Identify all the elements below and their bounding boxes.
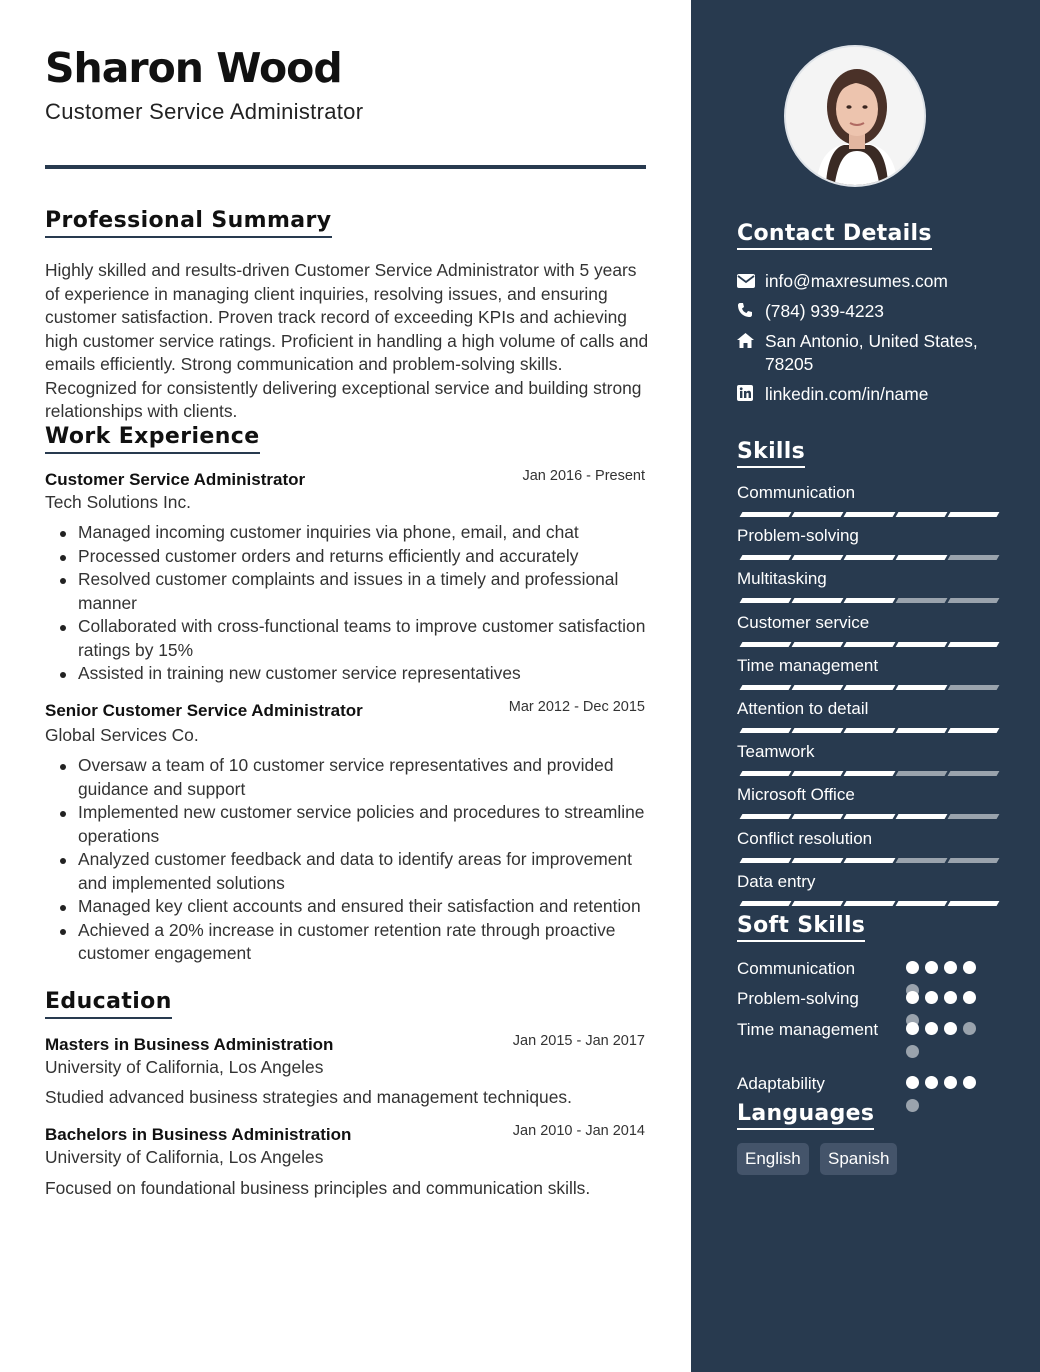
degree-description: Focused on foundational business principles and communication skills. [45, 1178, 591, 1198]
skill-level-segment [948, 685, 1000, 690]
list-item: Analyzed customer feedback and data to identify areas for improvement and implemented solutions [78, 848, 653, 895]
soft-skill-dot [944, 961, 957, 974]
skill-level-segment [948, 771, 1000, 776]
skill-level-bar [737, 598, 997, 603]
language-chip: Spanish [820, 1143, 897, 1175]
skill-level-bar [737, 685, 997, 690]
skill-label: Time management [737, 656, 879, 675]
email-text: info@maxresumes.com [765, 271, 948, 291]
contact-address [737, 330, 997, 376]
soft-skill-dot [906, 961, 919, 974]
skill-level-segment [740, 901, 792, 906]
skill-level-segment [740, 728, 792, 733]
skill-level-segment [740, 512, 792, 517]
job-org: Tech Solutions Inc. [45, 492, 191, 512]
skill-level-segment [844, 901, 896, 906]
skill-level-bar [737, 814, 997, 819]
job-org: Global Services Co. [45, 725, 199, 745]
degree-title: Bachelors in Business Administration [45, 1125, 352, 1144]
skill-level-segment [792, 771, 844, 776]
skill-level-segment [740, 555, 792, 560]
skill-level-segment [844, 642, 896, 647]
skill-label: Communication [737, 483, 856, 502]
home-icon [737, 330, 765, 376]
skill-level-segment [792, 728, 844, 733]
skill-label: Customer service [737, 613, 870, 632]
skill-level-segment [844, 814, 896, 819]
soft-skill-dot [944, 991, 957, 1004]
experience-heading: Work Experience [45, 424, 260, 454]
skill-level-segment [792, 555, 844, 560]
skill-level-segment [740, 814, 792, 819]
skill-level-segment [896, 858, 948, 863]
skill-level-segment [948, 598, 1000, 603]
summary-text: Highly skilled and results-driven Customer Service Administrator with 5 years of experience in managing client inquiries, resolving issues, and ensuring customer satisfaction. Proven track record of exceeding KPIs and achieving high customer service ratings. Proficient in handling a high volume of calls and emails efficiently. Strong communication and problem-solving skills. Recognized for consistently delivering exceptional service and building strong relationships with clients. [45, 260, 649, 421]
skill-level-segment [792, 901, 844, 906]
soft-skill-dot [944, 1022, 957, 1035]
contact-linkedin[interactable] [737, 383, 928, 406]
skill-label: Microsoft Office [737, 785, 855, 804]
envelope-icon [737, 270, 765, 293]
soft-skill-label: Time management [737, 1020, 879, 1039]
list-item: Implemented new customer service policies and procedures to streamline operations [78, 801, 653, 848]
skill-label: Teamwork [737, 742, 815, 761]
skill-level-segment [896, 685, 948, 690]
skill-level-segment [948, 814, 1000, 819]
skill-level-segment [792, 685, 844, 690]
skill-level-segment [844, 728, 896, 733]
soft-skill-label: Adaptability [737, 1074, 825, 1093]
education-heading: Education [45, 989, 172, 1019]
degree-title: Masters in Business Administration [45, 1035, 334, 1054]
soft-skill-dot [963, 991, 976, 1004]
skill-level-segment [896, 598, 948, 603]
list-item: Processed customer orders and returns efficiently and accurately [78, 545, 653, 569]
skill-level-segment [896, 771, 948, 776]
skill-level-bar [737, 771, 997, 776]
list-item: Oversaw a team of 10 customer service representatives and provided guidance and support [78, 754, 653, 801]
school-name: University of California, Los Angeles [45, 1147, 324, 1167]
skill-level-segment [844, 858, 896, 863]
linkedin-text: linkedin.com/in/name [765, 384, 929, 404]
skill-level-segment [896, 555, 948, 560]
soft-skill-dot [963, 961, 976, 974]
list-item: Collaborated with cross-functional teams to improve customer satisfaction ratings by 15% [78, 615, 653, 662]
soft-skills-heading: Soft Skills [737, 913, 865, 942]
languages-heading: Languages [737, 1101, 874, 1130]
list-item: Managed incoming customer inquiries via phone, email, and chat [78, 521, 653, 545]
skill-label: Multitasking [737, 569, 827, 588]
job-title: Senior Customer Service Administrator [45, 701, 363, 720]
summary-heading: Professional Summary [45, 208, 332, 238]
soft-skill-dot [906, 991, 919, 1004]
skill-level-segment [844, 771, 896, 776]
skill-level-bar [737, 512, 997, 517]
skill-level-segment [740, 685, 792, 690]
profile-photo [784, 45, 926, 187]
soft-skill-dot [925, 961, 938, 974]
soft-skill-dot [925, 1076, 938, 1089]
job-date: Mar 2012 - Dec 2015 [508, 699, 645, 715]
phone-icon [737, 300, 765, 323]
soft-skill-dot [925, 1022, 938, 1035]
soft-skill-dot [944, 1076, 957, 1089]
soft-skill-label: Communication [737, 959, 856, 978]
degree-date: Jan 2015 - Jan 2017 [512, 1033, 645, 1049]
skill-level-bar [737, 642, 997, 647]
list-item: Resolved customer complaints and issues in a timely and professional manner [78, 568, 653, 615]
list-item: Achieved a 20% increase in customer retention rate through proactive customer engagement [78, 919, 653, 966]
skill-level-segment [740, 858, 792, 863]
candidate-title: Customer Service Administrator [45, 99, 364, 124]
language-chip: English [737, 1143, 809, 1175]
skill-level-segment [948, 728, 1000, 733]
avatar [786, 47, 926, 187]
skills-heading: Skills [737, 439, 805, 468]
job-date: Jan 2016 - Present [522, 468, 645, 484]
skill-level-segment [792, 858, 844, 863]
skill-label: Problem-solving [737, 526, 859, 545]
soft-skill-dot [906, 1076, 919, 1089]
skill-level-segment [740, 642, 792, 647]
degree-description: Studied advanced business strategies and management techniques. [45, 1087, 572, 1107]
skill-level-segment [896, 512, 948, 517]
school-name: University of California, Los Angeles [45, 1057, 324, 1077]
skill-level-segment [740, 598, 792, 603]
contact-heading: Contact Details [737, 221, 932, 250]
skill-level-bar [737, 858, 997, 863]
skill-level-bar [737, 901, 997, 906]
job-bullets [78, 521, 653, 686]
skill-level-segment [948, 555, 1000, 560]
list-item: Assisted in training new customer service representatives [78, 662, 653, 686]
skill-level-segment [896, 728, 948, 733]
contact-phone[interactable] [737, 300, 884, 323]
skill-level-segment [844, 555, 896, 560]
skill-level-segment [948, 901, 1000, 906]
skill-level-segment [792, 642, 844, 647]
skill-level-segment [948, 512, 1000, 517]
soft-skill-dot [906, 1045, 919, 1058]
soft-skill-label: Problem-solving [737, 989, 859, 1008]
skill-level-segment [792, 512, 844, 517]
skill-level-bar [737, 555, 997, 560]
skill-label: Conflict resolution [737, 829, 873, 848]
linkedin-icon [737, 383, 765, 406]
skill-level-bar [737, 728, 997, 733]
soft-skill-dot [925, 991, 938, 1004]
address-text: San Antonio, United States, 78205 [765, 331, 978, 374]
skill-level-segment [844, 598, 896, 603]
phone-text: (784) 939-4223 [765, 301, 884, 321]
skill-level-segment [792, 814, 844, 819]
skill-level-segment [792, 598, 844, 603]
skill-level-segment [740, 771, 792, 776]
skill-level-segment [948, 642, 1000, 647]
skill-level-segment [844, 512, 896, 517]
soft-skill-dot [906, 1022, 919, 1035]
skill-level-segment [948, 858, 1000, 863]
skill-label: Attention to detail [737, 699, 869, 718]
skill-level-segment [844, 685, 896, 690]
list-item: Managed key client accounts and ensured their satisfaction and retention [78, 895, 653, 919]
job-bullets [78, 754, 653, 966]
contact-email[interactable] [737, 270, 948, 293]
skill-level-segment [896, 901, 948, 906]
candidate-name: Sharon Wood [45, 44, 342, 92]
degree-date: Jan 2010 - Jan 2014 [512, 1123, 645, 1139]
header-divider [45, 165, 646, 169]
job-title: Customer Service Administrator [45, 470, 306, 489]
soft-skill-dot [906, 1099, 919, 1112]
skill-level-segment [896, 642, 948, 647]
soft-skill-dot [963, 1076, 976, 1089]
skill-label: Data entry [737, 872, 816, 891]
skill-level-segment [896, 814, 948, 819]
soft-skill-dot [963, 1022, 976, 1035]
